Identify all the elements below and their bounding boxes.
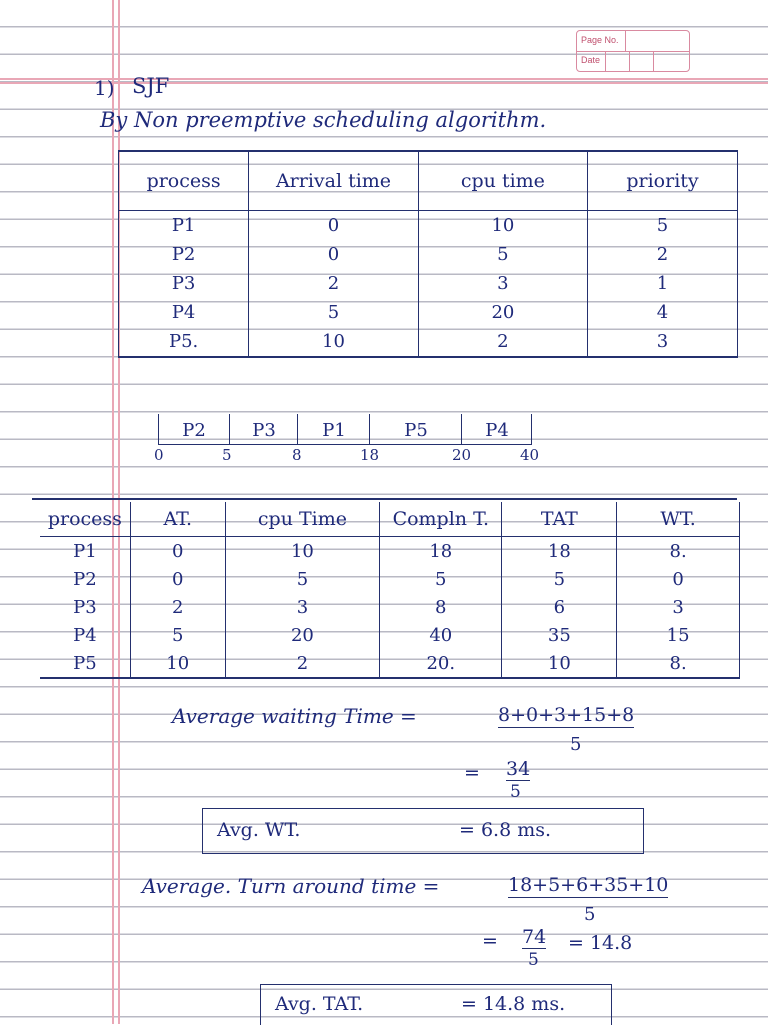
cell: P2 — [119, 240, 249, 269]
avg-wt-box-value: = 6.8 ms. — [459, 819, 552, 841]
cell: 4 — [588, 298, 738, 327]
cell: 3 — [418, 269, 587, 298]
cell: 10 — [418, 211, 587, 241]
cell: P4 — [119, 298, 249, 327]
cell: 0 — [130, 537, 225, 566]
input-table — [118, 150, 738, 358]
avg-wt-result-box — [202, 808, 644, 854]
cell: 40 — [380, 621, 502, 649]
gantt-segment: P4 — [461, 414, 532, 444]
avg-tat-result-box — [260, 984, 612, 1025]
header-cell: priority — [588, 151, 738, 211]
cell: 3 — [617, 593, 740, 621]
result-table — [40, 502, 740, 679]
cell: 10 — [249, 327, 419, 357]
cell: 3 — [588, 327, 738, 357]
avg-wt-label: Average waiting Time = — [172, 704, 417, 728]
page-no-label: Page No. — [581, 35, 619, 45]
avg-wt-denominator: 5 — [570, 734, 582, 755]
table-row — [40, 537, 740, 566]
cell: P3 — [40, 593, 130, 621]
avg-tat-result: = 14.8 — [568, 932, 633, 954]
cell: P2 — [40, 565, 130, 593]
gantt-segment: P3 — [229, 414, 298, 444]
gantt-segment: P2 — [182, 420, 206, 441]
cell: 2 — [418, 327, 587, 357]
cell: 20 — [418, 298, 587, 327]
gantt-tick: 18 — [360, 446, 380, 464]
subtitle: By Non preemptive scheduling algorithm. — [100, 108, 547, 132]
cell: 15 — [617, 621, 740, 649]
cell: 6 — [502, 593, 617, 621]
header-cell: WT. — [617, 502, 740, 537]
avg-tat-frac2-num: 74 — [522, 926, 547, 948]
header-cell: process — [119, 151, 249, 211]
table-row — [40, 621, 740, 649]
avg-tat-label: Average. Turn around time = — [142, 874, 440, 898]
cell: 2 — [588, 240, 738, 269]
section-divider — [32, 498, 737, 500]
cell: 8. — [617, 649, 740, 678]
gantt-tick: 5 — [222, 446, 232, 464]
cell: 0 — [617, 565, 740, 593]
header-cell: cpu Time — [225, 502, 379, 537]
cell: P4 — [40, 621, 130, 649]
table-row — [40, 565, 740, 593]
cell: 18 — [502, 537, 617, 566]
header-cell: process — [40, 502, 130, 537]
cell: P5 — [40, 649, 130, 678]
gantt-tick: 40 — [520, 446, 540, 464]
avg-wt-box-label: Avg. WT. — [217, 819, 301, 841]
cell: 0 — [130, 565, 225, 593]
cell: 10 — [130, 649, 225, 678]
cell: 8. — [617, 537, 740, 566]
table-row — [119, 240, 738, 269]
date-label: Date — [581, 55, 601, 65]
cell: 5 — [249, 298, 419, 327]
cell: 20 — [225, 621, 379, 649]
cell: P1 — [40, 537, 130, 566]
cell: 0 — [249, 240, 419, 269]
gantt-tick: 8 — [292, 446, 302, 464]
header-cell: Compln T. — [380, 502, 502, 537]
cell: 10 — [502, 649, 617, 678]
question-number: 1) — [94, 76, 115, 100]
avg-tat-frac2-den: 5 — [528, 950, 539, 970]
avg-wt-frac2-num: 34 — [506, 758, 531, 780]
cell: 1 — [588, 269, 738, 298]
cell: 5 — [130, 621, 225, 649]
header-cell: Arrival time — [249, 151, 419, 211]
cell: 35 — [502, 621, 617, 649]
cell: 2 — [130, 593, 225, 621]
avg-tat-denominator: 5 — [584, 904, 596, 925]
cell: 5 — [418, 240, 587, 269]
result-table-header — [40, 502, 740, 537]
cell: P5. — [119, 327, 249, 357]
table-row — [40, 593, 740, 621]
cell: P3 — [119, 269, 249, 298]
avg-tat-box-label: Avg. TAT. — [275, 993, 364, 1015]
avg-wt-eq2: = — [464, 762, 480, 784]
cell: 5 — [502, 565, 617, 593]
heading-title: SJF — [132, 74, 170, 98]
cell: P1 — [119, 211, 249, 241]
cell: 5 — [225, 565, 379, 593]
gantt-tick: 20 — [452, 446, 472, 464]
gantt-chart — [158, 414, 532, 445]
cell: 10 — [225, 537, 379, 566]
table-row — [119, 269, 738, 298]
cell: 20. — [380, 649, 502, 678]
input-table-header — [119, 151, 738, 211]
avg-wt-frac2-den: 5 — [510, 782, 521, 802]
table-row — [119, 298, 738, 327]
avg-tat-numerator: 18+5+6+35+10 — [508, 874, 669, 896]
header-cell: AT. — [130, 502, 225, 537]
gantt-segment: P5 — [369, 414, 462, 444]
avg-tat-box-value: = 14.8 ms. — [461, 993, 566, 1015]
cell: 18 — [380, 537, 502, 566]
table-row — [119, 327, 738, 357]
avg-wt-numerator: 8+0+3+15+8 — [498, 704, 635, 726]
header-cell: cpu time — [418, 151, 587, 211]
cell: 2 — [249, 269, 419, 298]
avg-tat-eq2: = — [482, 930, 498, 952]
cell: 2 — [225, 649, 379, 678]
page-number-box — [576, 30, 690, 72]
header-line-2 — [0, 82, 768, 84]
table-row — [40, 649, 740, 678]
table-row — [119, 211, 738, 241]
header-line — [0, 78, 768, 80]
gantt-tick: 0 — [154, 446, 164, 464]
gantt-segment: P1 — [297, 414, 370, 444]
cell: 3 — [225, 593, 379, 621]
cell: 5 — [588, 211, 738, 241]
cell: 8 — [380, 593, 502, 621]
cell: 5 — [380, 565, 502, 593]
cell: 0 — [249, 211, 419, 241]
header-cell: TAT — [502, 502, 617, 537]
